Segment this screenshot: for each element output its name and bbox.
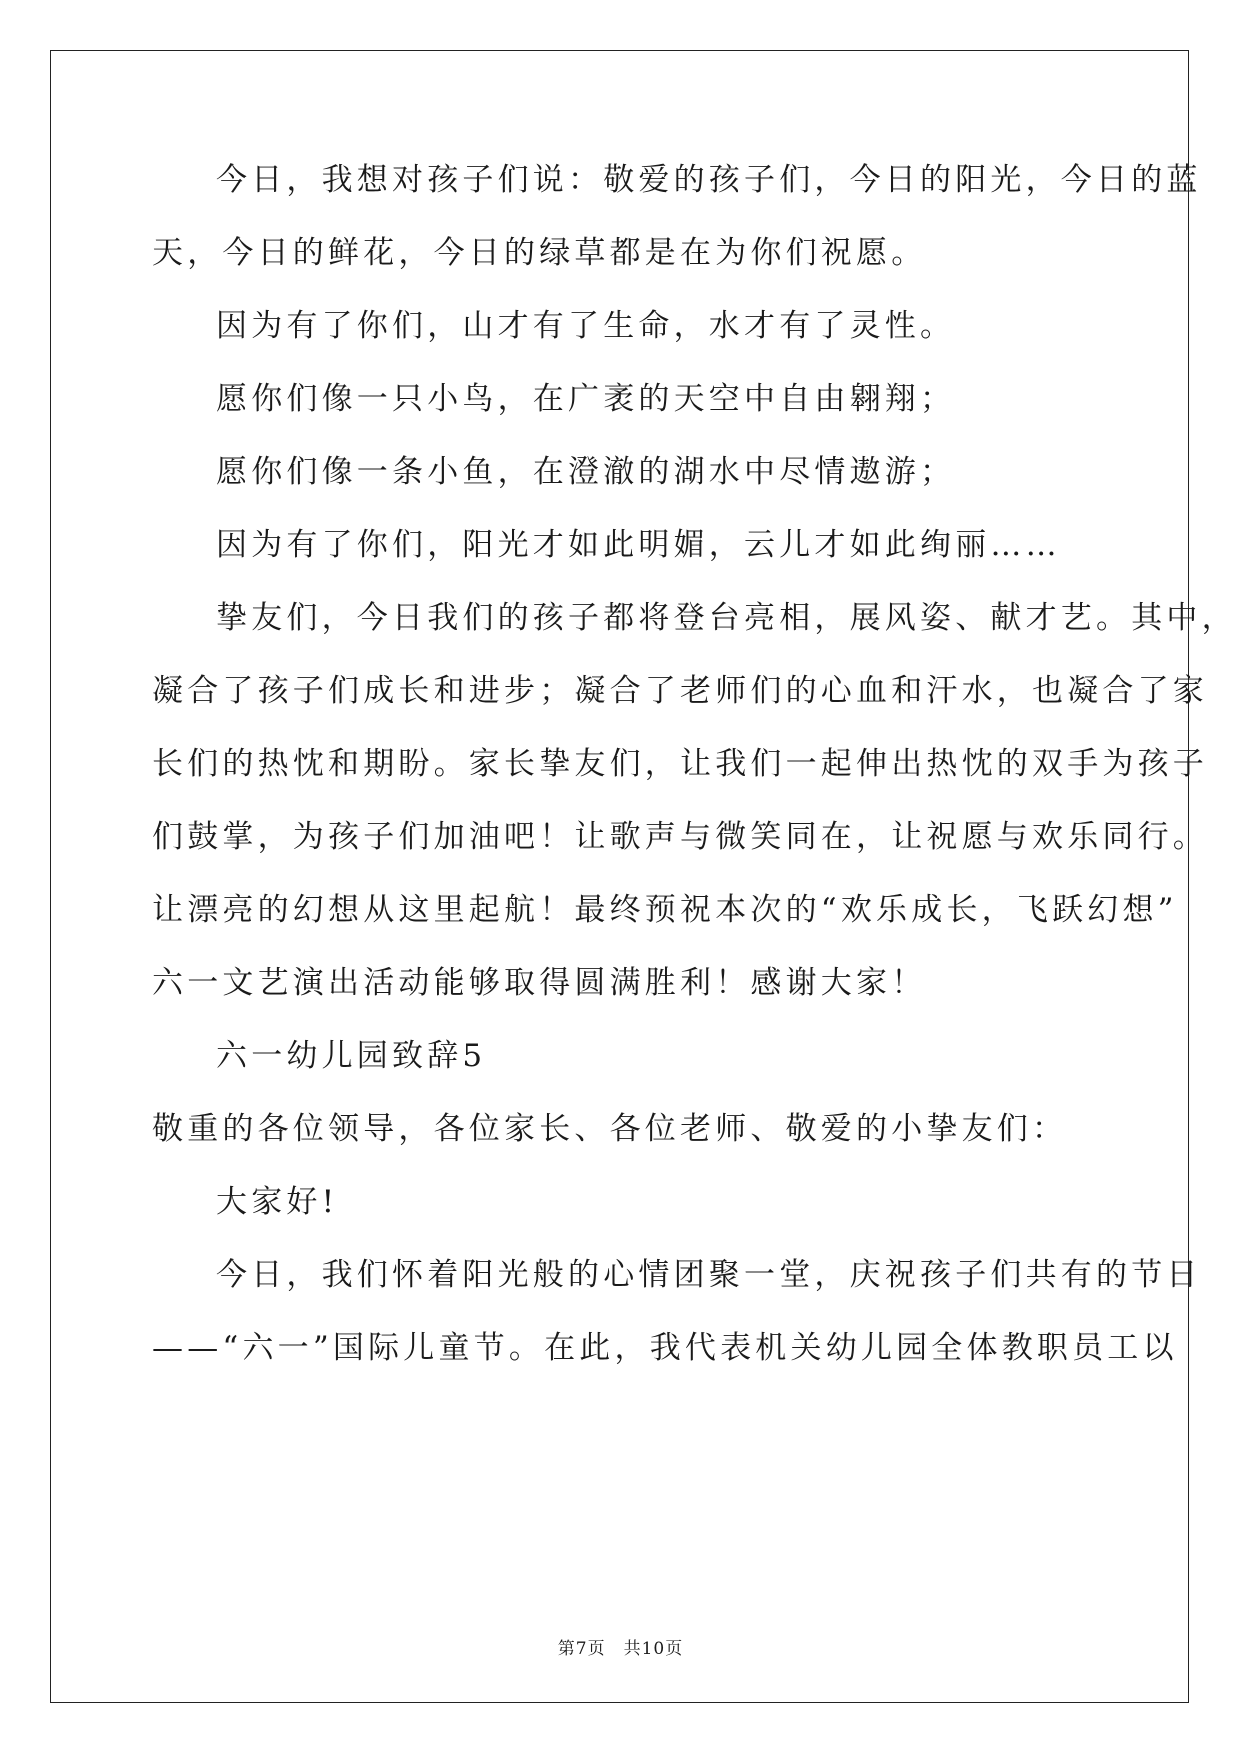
greeting: 大家好! (216, 1184, 339, 1220)
text-line: 六一文艺演出活动能够取得圆满胜利！感谢大家！ (152, 965, 927, 1001)
text-line: 让漂亮的幻想从这里起航！最终预祝本次的“欢乐成长，飞跃幻想” (152, 892, 1178, 928)
text-line: 因为有了你们，阳光才如此明媚，云儿才如此绚丽…… (216, 527, 1061, 563)
text-line: 长们的热忱和期盼。家长挚友们，让我们一起伸出热忱的双手为孩子 (152, 746, 1208, 782)
text-line: 们鼓掌，为孩子们加油吧！让歌声与微笑同在，让祝愿与欢乐同行。 (152, 819, 1208, 855)
page-border (50, 50, 1189, 1703)
page-number: 第7页 共10页 (557, 1639, 684, 1659)
text-line: 天，今日的鲜花，今日的绿草都是在为你们祝愿。 (152, 235, 927, 271)
text-line: 凝合了孩子们成长和进步；凝合了老师们的心血和汗水，也凝合了家 (152, 673, 1208, 709)
text-line: 今日，我想对孩子们说：敬爱的孩子们，今日的阳光，今日的蓝 (216, 162, 1202, 198)
text-line: 愿你们像一只小鸟，在广袤的天空中自由翱翔； (216, 381, 956, 417)
text-line: 今日，我们怀着阳光般的心情团聚一堂，庆祝孩子们共有的节日 (216, 1257, 1202, 1293)
text-line: ——“六一”国际儿童节。在此，我代表机关幼儿园全体教职员工以 (152, 1330, 1178, 1366)
text-line: 因为有了你们，山才有了生命，水才有了灵性。 (216, 308, 956, 344)
section-heading: 六一幼儿园致辞5 (216, 1038, 487, 1074)
text-line: 挚友们，今日我们的孩子都将登台亮相，展风姿、献才艺。其中， (216, 600, 1237, 636)
salutation: 敬重的各位领导，各位家长、各位老师、敬爱的小挚友们： (152, 1111, 1068, 1147)
text-line: 愿你们像一条小鱼，在澄澈的湖水中尽情遨游； (216, 454, 956, 490)
